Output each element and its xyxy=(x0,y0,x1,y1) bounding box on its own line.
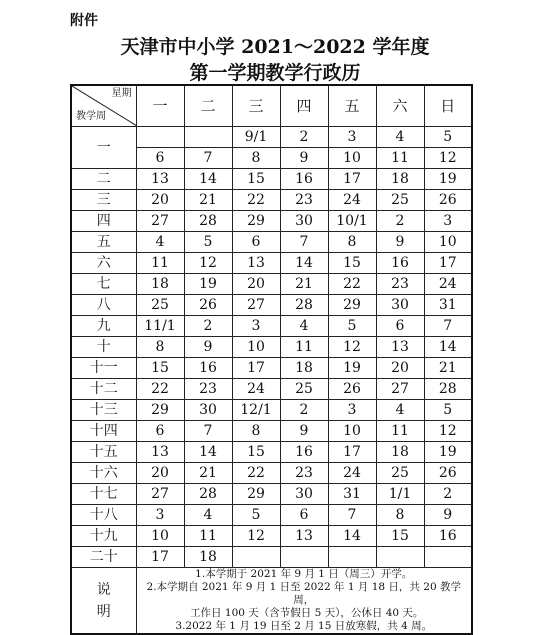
date-cell: 14 xyxy=(184,169,232,190)
date-cell: 5 xyxy=(424,400,472,421)
date-cell: 10 xyxy=(424,232,472,253)
date-cell: 15 xyxy=(328,253,376,274)
week-label: 十九 xyxy=(71,526,136,547)
date-cell: 23 xyxy=(280,463,328,484)
note-line: 3.2022 年 1 月 19 日至 2 月 15 日放寒假，共 4 周。 xyxy=(175,620,433,632)
date-cell: 26 xyxy=(424,463,472,484)
date-cell: 28 xyxy=(184,484,232,505)
date-cell: 12 xyxy=(328,337,376,358)
week-label: 九 xyxy=(71,316,136,337)
date-cell: 4 xyxy=(280,316,328,337)
page-subtitle: 第一学期教学行政历 xyxy=(189,62,361,84)
corner-weekday-label: 星期 xyxy=(111,88,132,99)
week-row xyxy=(71,547,472,568)
date-cell: 22 xyxy=(232,190,280,211)
date-cell: 10 xyxy=(136,526,184,547)
date-cell: 7 xyxy=(328,505,376,526)
date-cell: 25 xyxy=(376,463,424,484)
date-cell xyxy=(136,127,184,148)
header-row xyxy=(71,85,472,127)
date-cell: 11 xyxy=(376,148,424,169)
date-cell: 13 xyxy=(136,442,184,463)
week-row xyxy=(71,274,472,295)
date-cell: 7 xyxy=(280,232,328,253)
week-row xyxy=(71,421,472,442)
date-cell: 21 xyxy=(184,190,232,211)
date-cell: 8 xyxy=(232,421,280,442)
corner-cell xyxy=(71,85,136,127)
date-cell: 22 xyxy=(328,274,376,295)
date-cell: 29 xyxy=(232,484,280,505)
date-cell: 9 xyxy=(280,421,328,442)
date-cell: 13 xyxy=(136,169,184,190)
date-cell: 29 xyxy=(328,295,376,316)
date-cell: 18 xyxy=(280,358,328,379)
week-row xyxy=(71,442,472,463)
date-cell: 29 xyxy=(136,400,184,421)
date-cell: 10/1 xyxy=(328,211,376,232)
week-row xyxy=(71,484,472,505)
date-cell: 25 xyxy=(136,295,184,316)
calendar-body xyxy=(71,127,472,568)
date-cell: 25 xyxy=(376,190,424,211)
date-cell: 3 xyxy=(232,316,280,337)
week-row xyxy=(71,358,472,379)
day-header: 二 xyxy=(184,85,232,127)
date-cell: 4 xyxy=(136,232,184,253)
date-cell: 30 xyxy=(280,484,328,505)
date-cell: 24 xyxy=(328,463,376,484)
date-cell: 16 xyxy=(184,358,232,379)
date-cell: 17 xyxy=(232,358,280,379)
week-label: 十六 xyxy=(71,463,136,484)
date-cell: 2 xyxy=(376,211,424,232)
date-cell: 19 xyxy=(424,169,472,190)
date-cell: 21 xyxy=(184,463,232,484)
date-cell: 17 xyxy=(136,547,184,568)
notes-label xyxy=(71,568,136,635)
week-label: 二十 xyxy=(71,547,136,568)
date-cell: 6 xyxy=(232,232,280,253)
week-label: 四 xyxy=(71,211,136,232)
date-cell: 5 xyxy=(184,232,232,253)
date-cell: 13 xyxy=(376,337,424,358)
attachment-label: 附件 xyxy=(70,13,98,29)
date-cell: 12 xyxy=(232,526,280,547)
date-cell: 11 xyxy=(376,421,424,442)
date-cell: 10 xyxy=(328,421,376,442)
date-cell: 31 xyxy=(424,295,472,316)
date-cell: 9/1 xyxy=(232,127,280,148)
date-cell: 3 xyxy=(328,400,376,421)
week-row xyxy=(71,379,472,400)
date-cell: 4 xyxy=(376,127,424,148)
week-row xyxy=(71,505,472,526)
date-cell: 30 xyxy=(376,295,424,316)
date-cell: 10 xyxy=(232,337,280,358)
week-row xyxy=(71,190,472,211)
date-cell: 7 xyxy=(184,421,232,442)
date-cell: 18 xyxy=(184,547,232,568)
date-cell: 8 xyxy=(136,337,184,358)
date-cell: 20 xyxy=(376,358,424,379)
date-cell: 14 xyxy=(328,526,376,547)
week-label: 十五 xyxy=(71,442,136,463)
week-label: 三 xyxy=(71,190,136,211)
date-cell: 23 xyxy=(280,190,328,211)
date-cell: 22 xyxy=(232,463,280,484)
date-cell: 18 xyxy=(376,169,424,190)
week-label: 十二 xyxy=(71,379,136,400)
date-cell: 20 xyxy=(136,190,184,211)
week-row xyxy=(71,211,472,232)
date-cell: 6 xyxy=(280,505,328,526)
date-cell: 27 xyxy=(232,295,280,316)
date-cell: 21 xyxy=(280,274,328,295)
week-label: 十 xyxy=(71,337,136,358)
date-cell: 26 xyxy=(328,379,376,400)
week-row xyxy=(71,400,472,421)
date-cell: 10 xyxy=(328,148,376,169)
date-cell: 2 xyxy=(184,316,232,337)
date-cell: 8 xyxy=(328,232,376,253)
date-cell: 1/1 xyxy=(376,484,424,505)
date-cell: 30 xyxy=(280,211,328,232)
date-cell: 5 xyxy=(424,127,472,148)
notes-label-char: 明 xyxy=(96,603,111,620)
date-cell: 4 xyxy=(376,400,424,421)
date-cell: 11 xyxy=(280,337,328,358)
calendar-table xyxy=(70,84,473,635)
day-header: 一 xyxy=(136,85,184,127)
week-row xyxy=(71,169,472,190)
date-cell: 21 xyxy=(424,358,472,379)
day-header: 三 xyxy=(232,85,280,127)
date-cell: 12 xyxy=(184,253,232,274)
date-cell: 29 xyxy=(232,211,280,232)
date-cell: 24 xyxy=(232,379,280,400)
date-cell: 7 xyxy=(424,316,472,337)
date-cell: 28 xyxy=(184,211,232,232)
date-cell: 13 xyxy=(280,526,328,547)
date-cell: 19 xyxy=(184,274,232,295)
date-cell: 28 xyxy=(424,379,472,400)
date-cell: 14 xyxy=(424,337,472,358)
week-label: 十八 xyxy=(71,505,136,526)
date-cell: 2 xyxy=(424,484,472,505)
date-cell xyxy=(280,547,328,568)
date-cell: 20 xyxy=(232,274,280,295)
date-cell: 15 xyxy=(136,358,184,379)
date-cell: 16 xyxy=(424,526,472,547)
date-cell: 17 xyxy=(424,253,472,274)
week-label: 一 xyxy=(71,127,136,169)
date-cell: 9 xyxy=(424,505,472,526)
week-label: 二 xyxy=(71,169,136,190)
date-cell: 27 xyxy=(376,379,424,400)
date-cell: 11/1 xyxy=(136,316,184,337)
date-cell: 23 xyxy=(184,379,232,400)
week-label: 七 xyxy=(71,274,136,295)
date-cell: 11 xyxy=(136,253,184,274)
date-cell: 31 xyxy=(328,484,376,505)
date-cell: 9 xyxy=(184,337,232,358)
date-cell: 9 xyxy=(280,148,328,169)
notes-label-char: 说 xyxy=(96,581,111,598)
week-label: 五 xyxy=(71,232,136,253)
date-cell: 12 xyxy=(424,148,472,169)
date-cell: 12/1 xyxy=(232,400,280,421)
date-cell: 12 xyxy=(424,421,472,442)
week-label: 八 xyxy=(71,295,136,316)
date-cell xyxy=(424,547,472,568)
week-label: 十一 xyxy=(71,358,136,379)
date-cell: 24 xyxy=(424,274,472,295)
week-label: 十三 xyxy=(71,400,136,421)
date-cell: 20 xyxy=(136,463,184,484)
day-header: 四 xyxy=(280,85,328,127)
date-cell: 14 xyxy=(280,253,328,274)
date-cell: 17 xyxy=(328,442,376,463)
day-header: 日 xyxy=(424,85,472,127)
date-cell: 24 xyxy=(328,190,376,211)
corner-week-label: 教学周 xyxy=(76,111,106,122)
date-cell: 3 xyxy=(424,211,472,232)
date-cell: 7 xyxy=(184,148,232,169)
date-cell: 2 xyxy=(280,400,328,421)
note-line: 工作日 100 天（含节假日 5 天），公休日 40 天。 xyxy=(190,607,424,619)
date-cell: 19 xyxy=(424,442,472,463)
date-cell: 3 xyxy=(136,505,184,526)
date-cell: 5 xyxy=(328,316,376,337)
week-row xyxy=(71,127,472,148)
date-cell: 6 xyxy=(376,316,424,337)
week-row xyxy=(71,316,472,337)
notes-row xyxy=(71,568,472,635)
week-label: 六 xyxy=(71,253,136,274)
date-cell: 26 xyxy=(424,190,472,211)
date-cell: 18 xyxy=(136,274,184,295)
date-cell: 15 xyxy=(376,526,424,547)
date-cell: 27 xyxy=(136,484,184,505)
date-cell: 8 xyxy=(376,505,424,526)
date-cell: 18 xyxy=(376,442,424,463)
date-cell: 15 xyxy=(232,442,280,463)
date-cell: 28 xyxy=(280,295,328,316)
date-cell: 8 xyxy=(232,148,280,169)
date-cell: 27 xyxy=(136,211,184,232)
week-row xyxy=(71,526,472,547)
date-cell: 16 xyxy=(280,169,328,190)
date-cell: 26 xyxy=(184,295,232,316)
date-cell: 6 xyxy=(136,148,184,169)
date-cell xyxy=(232,547,280,568)
week-row xyxy=(71,253,472,274)
note-line: 1.本学期于 2021 年 9 月 1 日（周三）开学。 xyxy=(195,568,413,580)
date-cell: 4 xyxy=(184,505,232,526)
date-cell: 30 xyxy=(184,400,232,421)
date-cell: 6 xyxy=(136,421,184,442)
date-cell: 25 xyxy=(280,379,328,400)
date-cell: 23 xyxy=(376,274,424,295)
date-cell xyxy=(328,547,376,568)
date-cell: 17 xyxy=(328,169,376,190)
week-row xyxy=(71,337,472,358)
date-cell: 19 xyxy=(328,358,376,379)
date-cell xyxy=(376,547,424,568)
date-cell: 5 xyxy=(232,505,280,526)
date-cell: 13 xyxy=(232,253,280,274)
date-cell: 3 xyxy=(328,127,376,148)
week-label: 十四 xyxy=(71,421,136,442)
week-row xyxy=(71,295,472,316)
date-cell: 2 xyxy=(280,127,328,148)
date-cell: 16 xyxy=(376,253,424,274)
date-cell: 22 xyxy=(136,379,184,400)
week-row xyxy=(71,232,472,253)
week-row xyxy=(71,463,472,484)
notes-cell xyxy=(136,568,472,635)
date-cell: 11 xyxy=(184,526,232,547)
date-cell: 14 xyxy=(184,442,232,463)
page-title: 天津市中小学 2021～2022 学年度 xyxy=(120,36,430,58)
day-header: 五 xyxy=(328,85,376,127)
date-cell xyxy=(184,127,232,148)
day-header: 六 xyxy=(376,85,424,127)
note-line: 2.本学期自 2021 年 9 月 1 日至 2022 年 1 月 18 日，共 20 教学周， xyxy=(146,581,461,606)
date-cell: 15 xyxy=(232,169,280,190)
week-label: 十七 xyxy=(71,484,136,505)
date-cell: 9 xyxy=(376,232,424,253)
date-cell: 16 xyxy=(280,442,328,463)
